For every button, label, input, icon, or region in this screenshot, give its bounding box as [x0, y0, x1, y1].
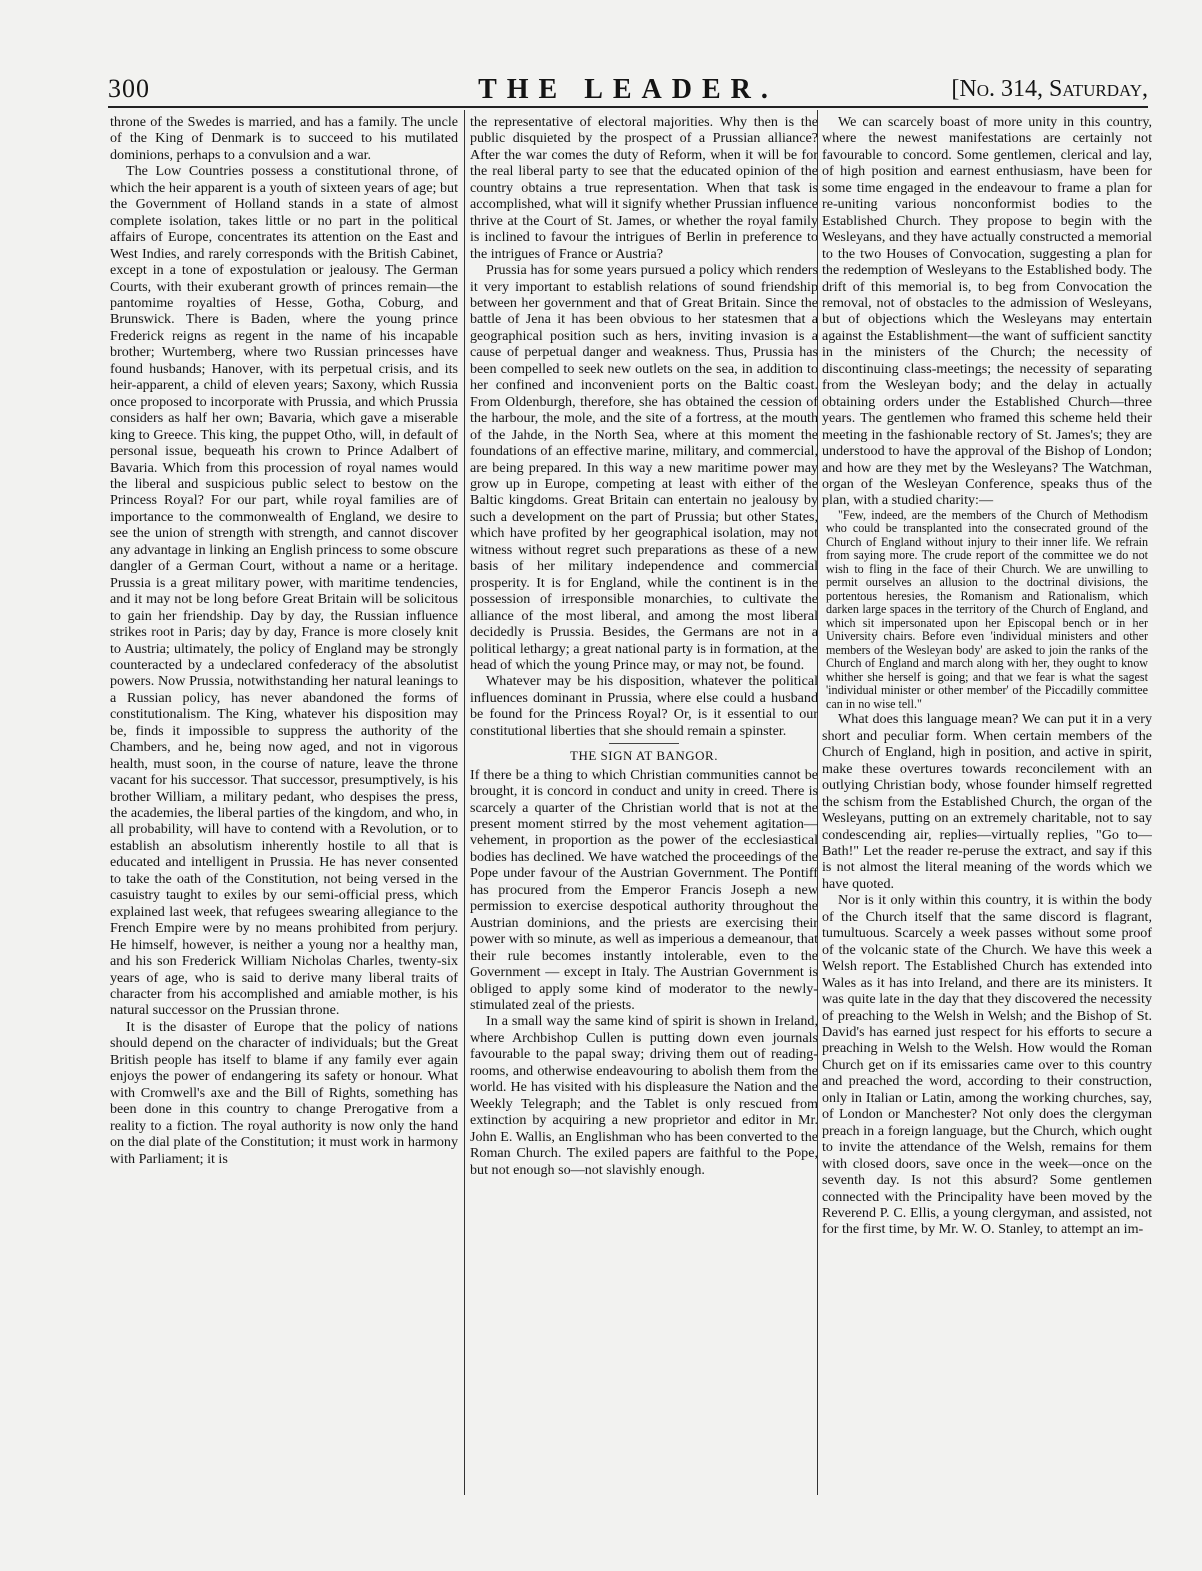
- paragraph: What does this language mean? We can put it in a very short and peculiar form. When certain members of the Church of England, high in position, and active in spirit, make these overtures towards reconcilement with an outlying Christian body, whose founder himself regretted the schism from the Established Church, the organ of the Wesleyans, putting on an extremely charitable, not to say condescending air, replies—virtually replies, "Go to—Bath!" Let the reader re-peruse the extract, and say if this is not almost the literal meaning of the words which we have quoted.: [822, 711, 1152, 892]
- column-divider-left: [464, 110, 465, 1495]
- page-header: [108, 64, 1148, 104]
- paragraph: The Low Countries possess a constitutional throne, of which the heir apparent is a youth of sixteen years of age; but the Government of Holland stands in a state of almost complete isolation, takes little or no part in the political affairs of Europe, concentrates its attention on the East and West Indies, and rarely corresponds with the British Cabinet, except in a tone of expostulation or jealousy. The German Courts, with their exuberant growth of princes remain—the pantomime royalties of Hesse, Gotha, Coburg, and Brunswick. There is Baden, where the young prince Frederick reigns as regent in the name of his incapable brother; Wurtemberg, where two Russian princesses have found husbands; Hanover, with its perpetual crisis, and its heir-apparent, a child of eleven years; Saxony, which Russia once proposed to incorporate with Prussia, and which Prussia considers as half her own; Bavaria, which gave a miserable king to Greece. This king, the puppet Otho, will, in default of personal issue, bequeath his crown to Prince Adalbert of Bavaria. Which from this procession of royal names would the liberal and suspicious public select to bestow on the Princess Royal? For our part, while royal families are of importance to the commonwealth of England, we desire to see the union of strength with strength, and cannot discover any advantage in linking an English princess to some obscure dangler of a German Court, without a name or a heritage. Prussia is a great military power, with maritime tendencies, and it may not be long before Great Britain will be solicitous to gain her friendship. Day by day, the Russian influence strikes root in Paris; day by day, France is more closely knit to Austria; ultimately, the policy of England may be strongly counteracted by a undeclared confederacy of the absolutist powers. Now Prussia, notwithstanding her natural leanings to a Russian policy, has never abandoned the forms of constitutionalism. The King, whatever his disposition may be, finds it impossible to suppress the authority of the Chambers, and he, being now aged, and not in vigorous health, must soon, in the course of nature, leave the throne vacant for his successor. That successor, presumptively, is his brother William, a military pedant, who despises the press, the academies, the liberal parties of the kingdom, and who, in all probability, will have to contend with a Revolution, or to establish an absolutism inherently hostile to all that is educated and intelligent in Prussia. He has never consented to take the oath of the Constitution, not being versed in the casuistry taught to exiles by our semi-official press, which explained last week, that refugees swearing allegiance to the French Empire were by no means prohibited from perjury. He himself, however, is neither a young nor a healthy man, and his son Frederick William Nicholas Charles, twenty-six years of age, who is said to derive many liberal traits of character from his accomplished and amiable mother, is his natural successor on the Prussian throne.: [110, 163, 458, 1019]
- column-3: [822, 114, 1152, 1492]
- page-number: 300: [108, 74, 150, 103]
- paragraph: Prussia has for some years pursued a policy which renders it very important to establish relations of sound friendship between her government and that of Great Britain. Since the battle of Jena it has been obvious to her statesmen that a geographical position such as hers, inviting invasion is a cause of perpetual danger and weakness. Thus, Prussia has been compelled to seek new outlets on the sea, in addition to her confined and inconvenient ports on the Baltic coast. From Oldenburgh, therefore, she has obtained the cession of the harbour, the mole, and the site of a fortress, at the mouth of the Jahde, in the North Sea, where at this moment the foundations of an effective marine, military, and commercial, are being prepared. In this way a new maritime power may grow up in Europe, competing at least with either of the Baltic kingdoms. Great Britain can entertain no jealousy by such a development on the part of Prussia; but other States, which have profited by her geographical isolation, may not witness without regret such preparations as these of a new basis of her military independence and commercial prosperity. It is for England, while the continent is in the possession of irresponsible monarchies, to cultivate the alliance of the most liberal, and among the most liberal decidedly is Prussia. Besides, the Germans are not in a political lethargy; a great national party is in formation, at the head of which the young Prince may, or may not, be found.: [470, 262, 818, 673]
- quoted-extract: "Few, indeed, are the members of the Church of Methodism who could be transplanted into the consecrated ground of the Church of England without injury to their inner life. We refrain from saying more. The crude report of the committee we do not wish to fling in the face of their Church. We are unwilling to permit ourselves an allusion to the doctrinal divisions, the portentous heresies, the Romanism and Rationalism, which darken large spaces in the territory of the Church of England, and which sit impersonated upon her Episcopal bench or in her University chairs. Before even 'individual ministers and other members of the Wesleyan body' are asked to join the ranks of the Church of England and march along with her, they ought to know whither she herself is going; and that we fear is what the sagest 'individual minister or other member' of the Piccadilly committee can in no wise tell.": [826, 507, 1148, 711]
- header-rule: [108, 106, 1148, 108]
- issue-number: [No. 314, Saturday,: [951, 76, 1148, 102]
- column-1: [110, 114, 458, 1492]
- paragraph: If there be a thing to which Christian communities cannot be brought, it is concord in conduct and unity in creed. There is scarcely a quarter of the Christian world that is not at the present moment stirred by the most vehement agitation—vehement, in proportion as the power of the ecclesiastical bodies has declined. We have watched the proceedings of the Pope under favour of the Austrian Government. The Pontiff has procured from the Emperor Francis Joseph a new permission to exercise despotical authority throughout the Austrian dominions, and the priests are exercising their power with so minute, as well as imperious a demeanour, that their rule becomes instantly intolerable, even to the Government — except in Italy. The Austrian Government is obliged to apply some kind of moderator to the newly-stimulated zeal of the priests.: [470, 766, 818, 1014]
- section-title: THE SIGN AT BANGOR.: [470, 743, 818, 764]
- paragraph: throne of the Swedes is married, and has a family. The uncle of the King of Denmark is to succeed to his mutilated dominions, perhaps to a convulsion and a war.: [110, 114, 458, 163]
- paragraph: Nor is it only within this country, it is within the body of the Church itself that the same discord is flagrant, tumultuous. Scarcely a week passes without some proof of the volcanic state of the Church. We have this week a Welsh report. The Established Church has extended into Wales as it has into Ireland, and there are its ministers. It was quite late in the day that they discovered the necessity of preaching to the Welsh in Welsh; and the Bishop of St. David's has earned just respect for his efforts to secure a preaching in Welsh to the Welsh. How would the Roman Church get on if its emissaries came over to this country and preached the word, according to their construction, only in Italian or Latin, among the working churches, say, of London or Manchester? Not only does the clergyman preach in a foreign language, but the Church, which ought to invite the attendance of the Welsh, remains for them with closed doors, save once in the week—once on the seventh day. Is not this absurd? Some gentlemen connected with the Principality have been moved by the Reverend P. C. Ellis, a young clergyman, and assisted, not for the first time, by Mr. W. O. Stanley, to attempt an im-: [822, 892, 1152, 1238]
- masthead-title: THE LEADER.: [478, 74, 778, 105]
- paragraph: It is the disaster of Europe that the policy of nations should depend on the character of individuals; but the Great British people has itself to blame if any family ever again enjoys the power of endangering its safety or honour. What with Cromwell's axe and the Bill of Rights, something has been done in this country to change Prerogative from a reality to a fiction. The royal authority is now only the hand on the dial plate of the Constitution; it must work in harmony with Parliament; it is: [110, 1018, 458, 1167]
- column-2: [470, 114, 818, 1492]
- paragraph: Whatever may be his disposition, whatever the political influences dominant in Prussia, where else could a husband be found for the Princess Royal? Or, is it essential to our constitutional liberties that she should remain a spinster.: [470, 673, 818, 739]
- paragraph: In a small way the same kind of spirit is shown in Ireland, where Archbishop Cullen is putting down even journals favourable to the papal sway; driving them out of reading-rooms, and otherwise endeavouring to abolish them from the world. He has visited with his displeasure the Nation and the Weekly Telegraph; and the Tablet is only rescued from extinction by acquiring a new proprietor and editor in Mr. John E. Wallis, an Englishman who has been converted to the Roman Church. The exiled papers are faithful to the Pope, but not enough so—not slavishly enough.: [470, 1013, 818, 1178]
- paragraph: We can scarcely boast of more unity in this country, where the newest manifestations are certainly not favourable to concord. Some gentlemen, clerical and lay, of high position and earnest enthusiasm, have been for some time engaged in the endeavour to frame a plan for re-uniting various nonconformist bodies to the Established Church. They propose to begin with the Wesleyans, and they have actually constructed a memorial to the two Houses of Convocation, suggesting a plan for the redemption of Wesleyans to the Established body. The drift of this memorial is, to beg from Convocation the removal, not of obstacles to the admission of Wesleyans, but of objections which the Wesleyans may entertain against the Establishment—the want of sufficient sanctity in the ministers of the Church; the necessity of discontinuing class-meetings; the necessity of separating from the Wesleyan body; and the delay in actually obtaining orders under the Established Church—three years. The gentlemen who framed this scheme held their meeting in the fashionable rectory of St. James's; they are understood to have the approval of the Bishop of London; and how are they met by the Wesleyans? The Watchman, organ of the Wesleyan Conference, speaks thus of the plan, with a studied charity:—: [822, 114, 1152, 509]
- paragraph: the representative of electoral majorities. Why then is the public disquieted by the prospect of a Prussian alliance? After the war comes the duty of Reform, when it will be for the real liberal party to see that the educated opinion of the country obtains a true representation. When that task is accomplished, what will it signify whether Prussian influence thrive at the Court of St. James, or whether the royal family is inclined to favour the intrigues of Berlin in preference to the intrigues of France or Austria?: [470, 114, 818, 262]
